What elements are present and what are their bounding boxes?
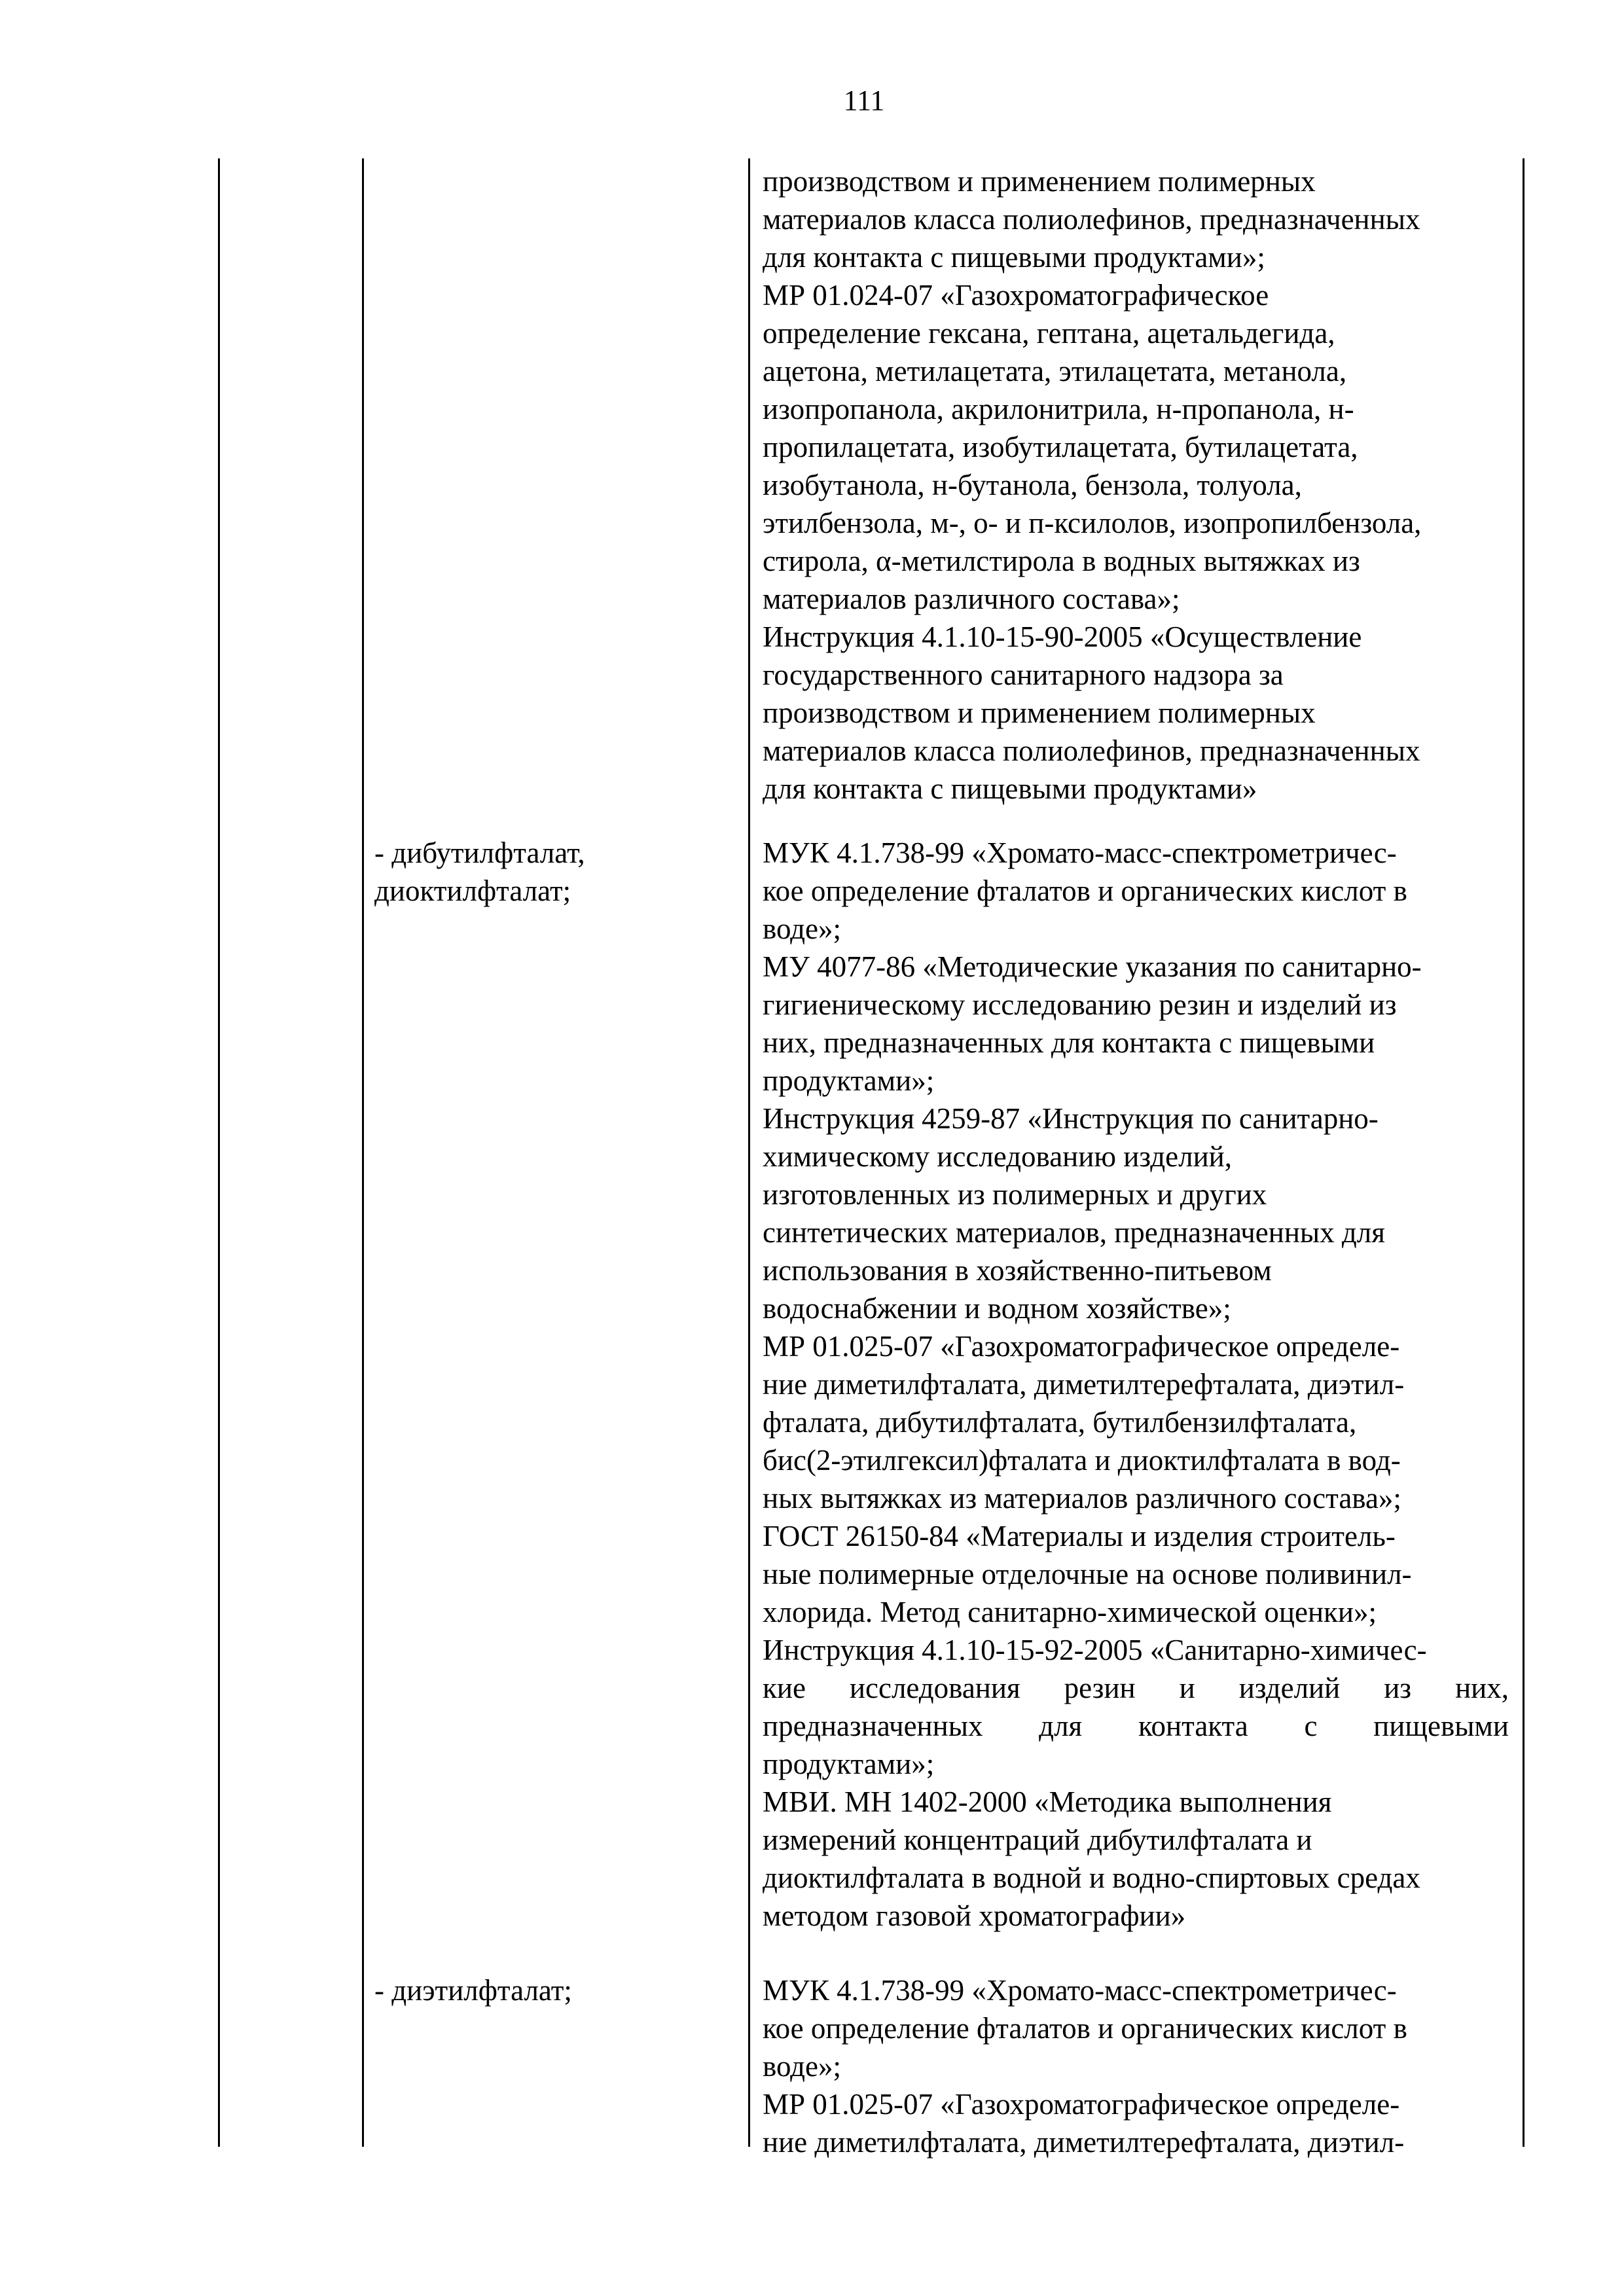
reference-text-line: изобутанола, н-бутанола, бензола, толуола, (763, 469, 1302, 501)
reference-text-line: синтетических материалов, предназначенных для (763, 1216, 1385, 1249)
reference-text-line: производством и применением полимерных (763, 696, 1316, 729)
substance-label-line: - диэтилфталат; (374, 1974, 572, 2007)
reference-text-line: продуктами»; (763, 1064, 935, 1097)
reference-text-line: ные полимерные отделочные на основе поливинил- (763, 1558, 1412, 1590)
table-border-right (1523, 158, 1525, 2147)
reference-text-line: Инструкция 4.1.10-15-92-2005 «Санитарно-химичес- (763, 1634, 1427, 1666)
reference-text-line: этилбензола, м-, о- и п-ксилолов, изопропилбензола, (763, 507, 1422, 539)
reference-text-line: продуктами»; (763, 1748, 935, 1780)
reference-text-line: них, предназначенных для контакта с пищевыми (763, 1026, 1375, 1059)
reference-text-line: для контакта с пищевыми продуктами»; (763, 241, 1265, 274)
reference-text-line: измерений концентраций дибутилфталата и (763, 1823, 1312, 1856)
reference-text-line: материалов различного состава»; (763, 583, 1180, 615)
table-border-col1 (362, 158, 364, 2147)
table-border-left (218, 158, 220, 2147)
reference-text-line: ние диметилфталата, диметилтерефталата, диэтил- (763, 2126, 1405, 2159)
reference-text-line: фталата, дибутилфталата, бутилбензилфталата, (763, 1406, 1357, 1439)
row-2-label (374, 1971, 741, 2009)
reference-text-line: гигиеническому исследованию резин и изделий из (763, 988, 1397, 1021)
reference-text-line: воде»; (763, 912, 842, 945)
substance-label-line: диоктилфталат; (374, 874, 571, 907)
reference-text-line: методом газовой хроматографии» (763, 1899, 1186, 1932)
reference-text-line: производством и применением полимерных (763, 165, 1316, 198)
reference-text-line: диоктилфталата в водной и водно-спиртовых средах (763, 1861, 1420, 1894)
reference-text-line: для контакта с пищевыми продуктами» (763, 772, 1257, 805)
reference-text-line: кие исследования резин и изделий из них, (763, 1672, 1509, 1704)
row-1-text (763, 834, 1509, 1935)
reference-text-line: изготовленных из полимерных и других (763, 1178, 1267, 1211)
reference-text-line: МР 01.025-07 «Газохроматографическое определе- (763, 1330, 1400, 1363)
reference-text-line: МУК 4.1.738-99 «Хромато-масс-спектрометричес- (763, 1974, 1397, 2007)
reference-text-line: хлорида. Метод санитарно-химической оценки»; (763, 1596, 1377, 1628)
reference-text-line: изопропанола, акрилонитрила, н-пропанола, н- (763, 393, 1354, 425)
table-border-col2 (748, 158, 750, 2147)
reference-text-line: ГОСТ 26150-84 «Материалы и изделия строитель- (763, 1520, 1396, 1552)
reference-text-line: кое определение фталатов и органических кислот в (763, 2012, 1407, 2045)
substance-label-line: - дибутилфталат, (374, 836, 585, 869)
reference-text-line: кое определение фталатов и органических кислот в (763, 874, 1407, 907)
reference-text-line: стирола, α-метилстирола в водных вытяжках из (763, 545, 1360, 577)
reference-text-line: определение гексана, гептана, ацетальдегида, (763, 317, 1335, 350)
reference-text-line: пропилацетата, изобутилацетата, бутилацетата, (763, 431, 1358, 463)
reference-text-line: водоснабжении и водном хозяйстве»; (763, 1292, 1231, 1325)
reference-text-line: МР 01.024-07 «Газохроматографическое (763, 279, 1269, 312)
row-0-text (763, 162, 1509, 808)
reference-text-line: МУК 4.1.738-99 «Хромато-масс-спектрометричес- (763, 836, 1397, 869)
reference-text-line: химическому исследованию изделий, (763, 1140, 1232, 1173)
page-number: 111 (843, 84, 885, 117)
reference-text-line: ных вытяжках из материалов различного состава»; (763, 1482, 1401, 1515)
reference-text-line: предназначенных для контакта с пищевыми (763, 1710, 1509, 1742)
reference-text-line: бис(2-этилгексил)фталата и диоктилфталата в вод- (763, 1444, 1401, 1477)
row-2-text (763, 1971, 1509, 2161)
row-1-label (374, 834, 741, 910)
reference-text-line: Инструкция 4259-87 «Инструкция по санитарно- (763, 1102, 1379, 1135)
reference-text-line: ацетона, метилацетата, этилацетата, метанола, (763, 355, 1347, 387)
reference-text-line: государственного санитарного надзора за (763, 658, 1284, 691)
reference-text-line: воде»; (763, 2050, 842, 2083)
reference-text-line: материалов класса полиолефинов, предназначенных (763, 734, 1420, 767)
reference-text-line: Инструкция 4.1.10-15-90-2005 «Осуществление (763, 620, 1362, 653)
reference-text-line: использования в хозяйственно-питьевом (763, 1254, 1272, 1287)
reference-text-line: ние диметилфталата, диметилтерефталата, диэтил- (763, 1368, 1405, 1401)
reference-text-line: МР 01.025-07 «Газохроматографическое определе- (763, 2088, 1400, 2121)
reference-text-line: МУ 4077-86 «Методические указания по санитарно- (763, 950, 1422, 983)
reference-text-line: МВИ. МН 1402-2000 «Методика выполнения (763, 1785, 1332, 1818)
reference-text-line: материалов класса полиолефинов, предназначенных (763, 203, 1420, 236)
